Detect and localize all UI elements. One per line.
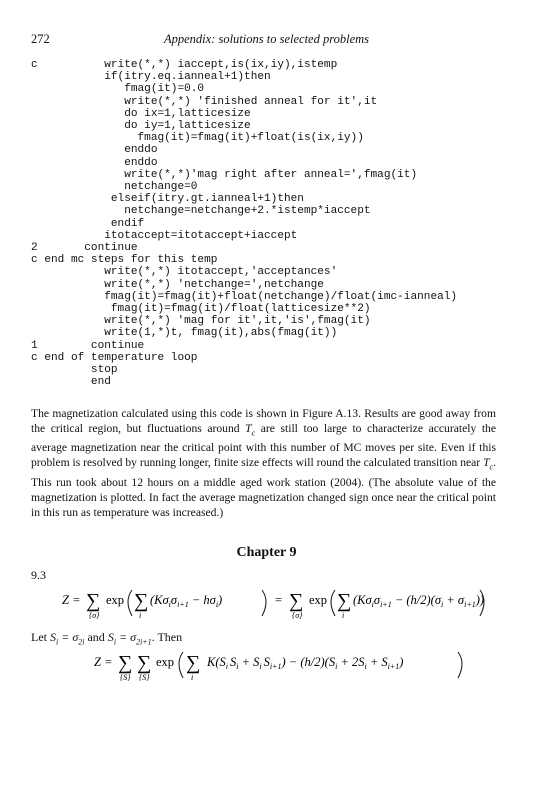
eq2-term: $K(S_i$ $S_i + S_i$ $S_{i+1}) - (h/2)(S_i + 2S_i + S_{i+1})$	[207, 655, 404, 671]
code-line: write(*,*) 'finished anneal for it',it	[31, 95, 378, 108]
equation-decimated-partition-function	[0, 648, 533, 690]
sum-sign: ∑	[137, 652, 152, 674]
eq2-lhs: Z =	[94, 655, 113, 669]
code-line: 2 continue	[31, 242, 138, 255]
code-line: enddo	[31, 144, 158, 157]
tc-subscript: c	[251, 428, 256, 438]
big-left-paren	[128, 590, 132, 616]
sum-sign: ∑	[289, 590, 304, 612]
code-line: write(1,*)t, fmag(it),abs(fmag(it))	[31, 327, 338, 340]
code-line: if(itry.eq.ianneal+1)then	[31, 71, 271, 84]
eq1-lhs: Z =	[62, 593, 81, 607]
exp-function: exp	[309, 593, 328, 607]
exp-function: exp	[156, 655, 175, 669]
sum-subscript: {S}	[120, 673, 131, 682]
sum-subscript: i	[342, 611, 345, 620]
exp-function: exp	[106, 593, 125, 607]
tc-symbol: T	[483, 456, 490, 470]
tc-subscript: c	[489, 462, 494, 472]
code-line: 1 continue	[31, 339, 145, 352]
paragraph-text: are still too large to characterize accurately the average magnetization near the critical point with this number of MC moves per site. Even if this problem is resolved by running longer, finite size effects will round the calculated transition near	[31, 422, 497, 470]
paragraph-text: The magnetization calculated using this code is shown in Figure A.13. Results are good away from the critical region, but fluctuations around	[31, 407, 496, 435]
sum-sign: ∑	[118, 652, 133, 674]
code-line: fmag(it)=fmag(it)+float(netchange)/float(imc-ianneal)	[31, 290, 458, 303]
paragraph-text: . This run took about 12 hours on a middle aged work station (2004). (The absolute value of the magnetization is plotted. In fact the average magnetization changed sign once near the critical point in this run as temperature was increased.)	[31, 456, 496, 519]
chapter-heading: Chapter 9	[236, 545, 297, 560]
page-number: 272	[31, 32, 50, 46]
equals-sign: =	[275, 593, 283, 607]
code-line: end	[31, 376, 111, 389]
eq1-term: $(K\sigma_i\sigma_{i+1} - h\sigma_i)$	[150, 593, 223, 609]
equation-partition-function	[0, 586, 533, 628]
code-line: c write(*,*) iaccept,is(ix,iy),istemp	[31, 59, 338, 71]
code-line: c end of temperature loop	[31, 351, 198, 364]
code-line: stop	[31, 364, 118, 377]
body-paragraph	[31, 406, 496, 520]
sum-sign: ∑	[86, 590, 101, 612]
code-line: endif	[31, 217, 145, 230]
sum-subscript: {S}	[139, 673, 150, 682]
code-line: write(*,*) itotaccept,'acceptances'	[31, 266, 338, 279]
running-title: Appendix: solutions to selected problems	[163, 32, 370, 46]
sum-subscript: i	[191, 673, 194, 682]
big-left-paren	[179, 652, 183, 678]
eq1-term: $(K\sigma_i\sigma_{i+1} - (h/2)(\sigma_i + \sigma_{i+1}))$	[353, 593, 485, 609]
code-line: fmag(it)=fmag(it)/float(latticesize**2)	[31, 303, 371, 316]
code-line: netchange=netchange+2.*istemp*iaccept	[31, 205, 371, 218]
code-line: write(*,*) 'netchange=',netchange	[31, 278, 324, 291]
code-line: itotaccept=itotaccept+iaccept	[31, 229, 298, 242]
sum-subscript: {σ}	[292, 611, 303, 620]
sum-sign: ∑	[134, 590, 149, 612]
sum-sign: ∑	[186, 652, 201, 674]
code-line: c end mc steps for this temp	[31, 254, 218, 267]
big-left-paren	[331, 590, 335, 616]
code-line: enddo	[31, 156, 158, 169]
big-right-paren	[458, 652, 462, 678]
let-definition-line: Let $S_i = \sigma_{2i}$ and $S_i = \sigma_{2i+1}$. Then	[31, 630, 183, 647]
sum-subscript: i	[139, 611, 142, 620]
tc-symbol: T	[245, 422, 252, 435]
code-line: write(*,*) 'mag for it',it,'is',fmag(it)	[31, 315, 371, 328]
code-line: do iy=1,latticesize	[31, 120, 251, 133]
code-line: fmag(it)=0.0	[31, 83, 205, 96]
sum-subscript: {σ}	[89, 611, 100, 620]
big-right-paren	[262, 590, 266, 616]
sum-sign: ∑	[337, 590, 352, 612]
code-line: netchange=0	[31, 181, 198, 194]
code-line: write(*,*)'mag right after anneal=',fmag(it)	[31, 168, 418, 181]
code-line: do ix=1,latticesize	[31, 107, 251, 120]
subsection-number: 9.3	[31, 568, 46, 582]
code-line: fmag(it)=fmag(it)+float(is(ix,iy))	[31, 132, 364, 145]
fortran-code-listing	[31, 59, 457, 388]
code-line: elseif(itry.gt.ianneal+1)then	[31, 193, 304, 206]
